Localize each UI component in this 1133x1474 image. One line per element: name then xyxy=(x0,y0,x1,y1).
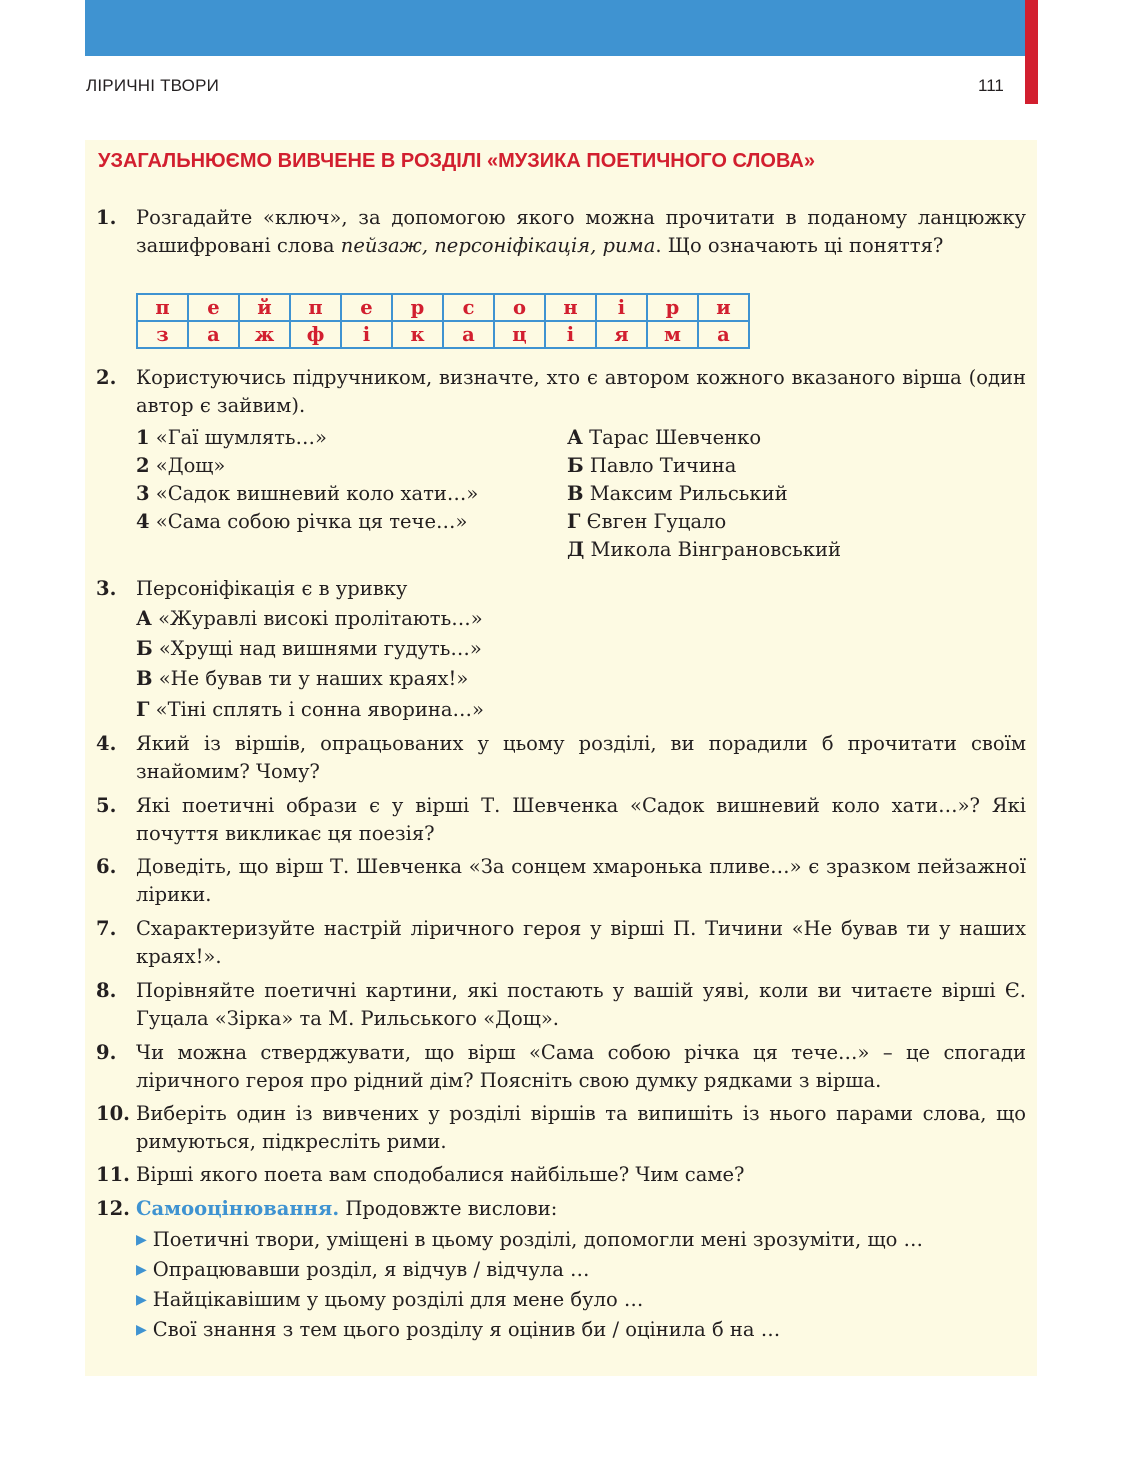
cipher-cell: и xyxy=(698,294,749,321)
cipher-cell: е xyxy=(188,294,239,321)
author-name: Євген Гуцало xyxy=(586,510,727,533)
question-text: Порівняйте поетичні картини, які постають у вашій уяві, коли ви читаєте вірші Є. Гуцала «Зірка» та М. Рильського «Дощ». xyxy=(136,979,1026,1030)
option-letter: Г xyxy=(136,698,150,721)
question-10 xyxy=(96,1100,1026,1156)
poem-number: 2 xyxy=(136,454,150,477)
question-text xyxy=(136,1195,1026,1223)
triangle-right-icon: ▶ xyxy=(136,1262,147,1278)
question-number: 5. xyxy=(96,794,117,817)
poem-item xyxy=(136,508,467,536)
question-number: 9. xyxy=(96,1041,117,1064)
cipher-cell: а xyxy=(698,321,749,348)
bullet-text: Свої знання з тем цього розділу я оцінив би / оцінила б на … xyxy=(152,1318,781,1341)
cipher-cell: ж xyxy=(239,321,290,348)
question-number: 11. xyxy=(96,1163,130,1186)
poem-number: 1 xyxy=(136,426,150,449)
author-letter: В xyxy=(567,482,584,505)
q1-text-pre: Розгадайте «ключ», за допомогою якого можна прочитати в поданому ланцюжку зашифровані слова xyxy=(136,206,1026,257)
cipher-cell: о xyxy=(494,294,545,321)
header-blue-bar xyxy=(85,0,1025,56)
question-1 xyxy=(96,204,1026,260)
triangle-right-icon: ▶ xyxy=(136,1322,147,1338)
poem-title: «Садок вишневий коло хати…» xyxy=(155,482,479,505)
cipher-cell: п xyxy=(290,294,341,321)
author-letter: А xyxy=(567,426,583,449)
bullet-item xyxy=(136,1316,780,1346)
cipher-cell: а xyxy=(188,321,239,348)
option-text: «Журавлі високі пролітають…» xyxy=(158,607,483,630)
poem-title: «Дощ» xyxy=(155,454,226,477)
question-9 xyxy=(96,1039,1026,1095)
q1-text-post: . Що означають ці поняття? xyxy=(655,234,944,257)
author-name: Павло Тичина xyxy=(589,454,737,477)
question-number: 1. xyxy=(96,206,117,229)
bullet-text: Найцікавішим у цьому розділі для мене було … xyxy=(152,1288,644,1311)
cipher-cell: ц xyxy=(494,321,545,348)
bullet-text: Опрацювавши розділ, я відчув / відчула … xyxy=(152,1258,590,1281)
author-letter: Д xyxy=(567,538,585,561)
author-name: Тарас Шевченко xyxy=(589,426,762,449)
question-7 xyxy=(96,915,1026,971)
question-text: Вірші якого поета вам сподобалися найбільше? Чим саме? xyxy=(136,1163,745,1186)
author-item xyxy=(567,452,736,480)
cipher-cell: к xyxy=(392,321,443,348)
page-red-marker xyxy=(1025,0,1038,104)
option-text: «Хрущі над вишнями гудуть…» xyxy=(158,637,482,660)
cipher-row-2 xyxy=(137,321,749,348)
q1-italic-terms: пейзаж, персоніфікація, рима xyxy=(340,234,656,257)
cipher-cell: і xyxy=(341,321,392,348)
option-letter: Б xyxy=(136,637,153,660)
poem-title: «Гаї шумлять…» xyxy=(155,426,327,449)
cipher-cell: с xyxy=(443,294,494,321)
author-name: Микола Вінграновський xyxy=(590,538,841,561)
answer-option xyxy=(136,696,484,724)
option-text: «Не бував ти у наших краях!» xyxy=(158,667,469,690)
poem-item xyxy=(136,424,327,452)
poem-title: «Сама собою річка ця тече…» xyxy=(155,510,468,533)
question-number: 12. xyxy=(96,1197,130,1220)
question-5 xyxy=(96,792,1026,848)
question-text: Виберіть один із вивчених у розділі віршів та випишіть із нього парами слова, що римуються, підкресліть рими. xyxy=(136,1102,1026,1153)
question-number: 3. xyxy=(96,577,117,600)
bullet-item xyxy=(136,1286,643,1316)
question-3 xyxy=(96,575,1026,603)
question-4 xyxy=(96,730,1026,786)
author-item xyxy=(567,480,788,508)
question-12 xyxy=(96,1195,1026,1223)
question-text: Чи можна стверджувати, що вірш «Сама собою річка ця тече…» – це спогади ліричного героя про рідний дім? Поясніть свою думку рядками з вірша. xyxy=(136,1041,1026,1092)
answer-option xyxy=(136,665,468,693)
cipher-cell: р xyxy=(647,294,698,321)
question-number: 10. xyxy=(96,1102,130,1125)
author-item xyxy=(567,508,726,536)
author-letter: Б xyxy=(567,454,584,477)
cipher-cell: й xyxy=(239,294,290,321)
triangle-right-icon: ▶ xyxy=(136,1232,147,1248)
author-item xyxy=(567,424,761,452)
bullet-text: Поетичні твори, уміщені в цьому розділі, допомогли мені зрозуміти, що … xyxy=(152,1228,924,1251)
running-head: ЛІРИЧНІ ТВОРИ xyxy=(86,76,220,95)
poem-number: 3 xyxy=(136,482,150,505)
author-letter: Г xyxy=(567,510,581,533)
bullet-item xyxy=(136,1226,923,1256)
question-2 xyxy=(96,364,1026,420)
question-6 xyxy=(96,853,1026,909)
poem-item xyxy=(136,452,225,480)
cipher-table xyxy=(136,293,750,349)
question-number: 6. xyxy=(96,855,117,878)
question-11 xyxy=(96,1161,1026,1189)
page-number: 111 xyxy=(978,76,1004,95)
cipher-cell: м xyxy=(647,321,698,348)
question-number: 4. xyxy=(96,732,117,755)
option-letter: В xyxy=(136,667,153,690)
question-text: Які поетичні образи є у вірші Т. Шевченка «Садок вишневий коло хати…»? Які почуття викликає ця поезія? xyxy=(136,794,1026,845)
cipher-row-1 xyxy=(137,294,749,321)
question-text: Користуючись підручником, визначте, хто є автором кожного вказаного вірша (один автор є зайвим). xyxy=(136,366,1026,417)
question-text: Схарактеризуйте настрій ліричного героя у вірші П. Тичини «Не бував ти у наших краях!». xyxy=(136,917,1026,968)
cipher-cell: я xyxy=(596,321,647,348)
cipher-cell: п xyxy=(137,294,188,321)
author-item xyxy=(567,536,841,564)
cipher-cell: з xyxy=(137,321,188,348)
question-text: Який із віршів, опрацьованих у цьому розділі, ви порадили б прочитати своїм знайомим? Чому? xyxy=(136,732,1026,783)
author-name: Максим Рильський xyxy=(589,482,788,505)
option-text: «Тіні сплять і сонна яворина…» xyxy=(155,698,484,721)
cipher-cell: н xyxy=(545,294,596,321)
cipher-cell: ф xyxy=(290,321,341,348)
bullet-item xyxy=(136,1256,590,1286)
cipher-cell: а xyxy=(443,321,494,348)
question-number: 7. xyxy=(96,917,117,940)
q12-text: Продовжте вислови: xyxy=(339,1197,558,1220)
question-8 xyxy=(96,977,1026,1033)
option-letter: А xyxy=(136,607,152,630)
poem-item xyxy=(136,480,478,508)
cipher-cell: і xyxy=(545,321,596,348)
question-number: 8. xyxy=(96,979,117,1002)
answer-option xyxy=(136,605,483,633)
question-text xyxy=(136,204,1026,260)
question-text: Доведіть, що вірш Т. Шевченка «За сонцем хмаронька пливе…» є зразком пейзажної лірики. xyxy=(136,855,1026,906)
cipher-cell: і xyxy=(596,294,647,321)
question-text: Персоніфікація є в уривку xyxy=(136,577,408,600)
triangle-right-icon: ▶ xyxy=(136,1292,147,1308)
section-title: УЗАГАЛЬНЮЄМО ВИВЧЕНЕ В РОЗДІЛІ «МУЗИКА ПОЕТИЧНОГО СЛОВА» xyxy=(98,150,815,172)
question-number: 2. xyxy=(96,366,117,389)
cipher-cell: р xyxy=(392,294,443,321)
answer-option xyxy=(136,635,482,663)
self-assessment-label: Самооцінювання. xyxy=(136,1197,340,1220)
poem-number: 4 xyxy=(136,510,150,533)
cipher-cell: е xyxy=(341,294,392,321)
